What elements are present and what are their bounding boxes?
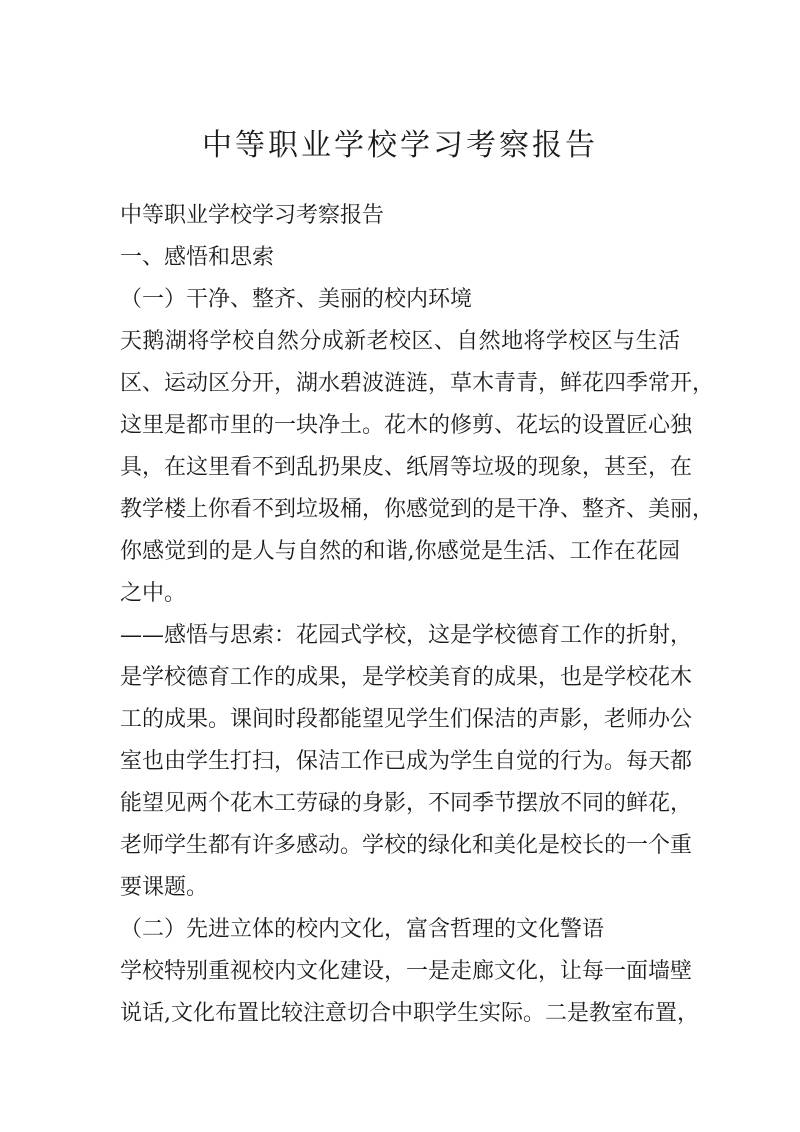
document-title: 中等职业学校学习考察报告 [202, 128, 598, 163]
section-heading: 一、感悟和思索 [120, 245, 275, 270]
paragraph-line: 这里是都市里的一块净土。花木的修剪、花坛的设置匠心独 [120, 413, 693, 438]
paragraph-line: 要课题。 [120, 875, 209, 900]
paragraph-line: 学校特别重视校内文化建设，一是走廊文化，让每一面墙壁 [120, 959, 693, 984]
paragraph-line: 老师学生都有许多感动。学校的绿化和美化是校长的一个重 [120, 833, 693, 858]
subsection-heading: （二）先进立体的校内文化，富含哲理的文化警语 [120, 917, 605, 942]
paragraph-line: 之中。 [120, 581, 187, 606]
subtitle-line: 中等职业学校学习考察报告 [120, 203, 385, 228]
paragraph-line: 你感觉到的是人与自然的和谐,你感觉是生活、工作在花园 [120, 539, 680, 564]
paragraph-line: 工的成果。课间时段都能望见学生们保洁的声影，老师办公 [120, 707, 693, 732]
paragraph-line: 具，在这里看不到乱扔果皮、纸屑等垃圾的现象，甚至，在 [120, 455, 693, 480]
paragraph-line: ——感悟与思索：花园式学校，这是学校德育工作的折射， [120, 623, 693, 648]
paragraph-line: 室也由学生打扫，保洁工作已成为学生自觉的行为。每天都 [120, 749, 693, 774]
paragraph-line: 教学楼上你看不到垃圾桶，你感觉到的是干净、整齐、美丽， [120, 497, 715, 522]
paragraph-line: 是学校德育工作的成果，是学校美育的成果，也是学校花木 [120, 665, 693, 690]
subsection-heading: （一）干净、整齐、美丽的校内环境 [120, 287, 473, 312]
paragraph-line: 区、运动区分开，湖水碧波涟涟，草木青青，鲜花四季常开， [120, 371, 715, 396]
paragraph-line: 说话,文化布置比较注意切合中职学生实际。二是教室布置， [120, 1001, 699, 1026]
paragraph-line: 能望见两个花木工劳碌的身影，不同季节摆放不同的鲜花， [120, 791, 693, 816]
paragraph-line: 天鹅湖将学校自然分成新老校区、自然地将学校区与生活 [120, 329, 680, 354]
